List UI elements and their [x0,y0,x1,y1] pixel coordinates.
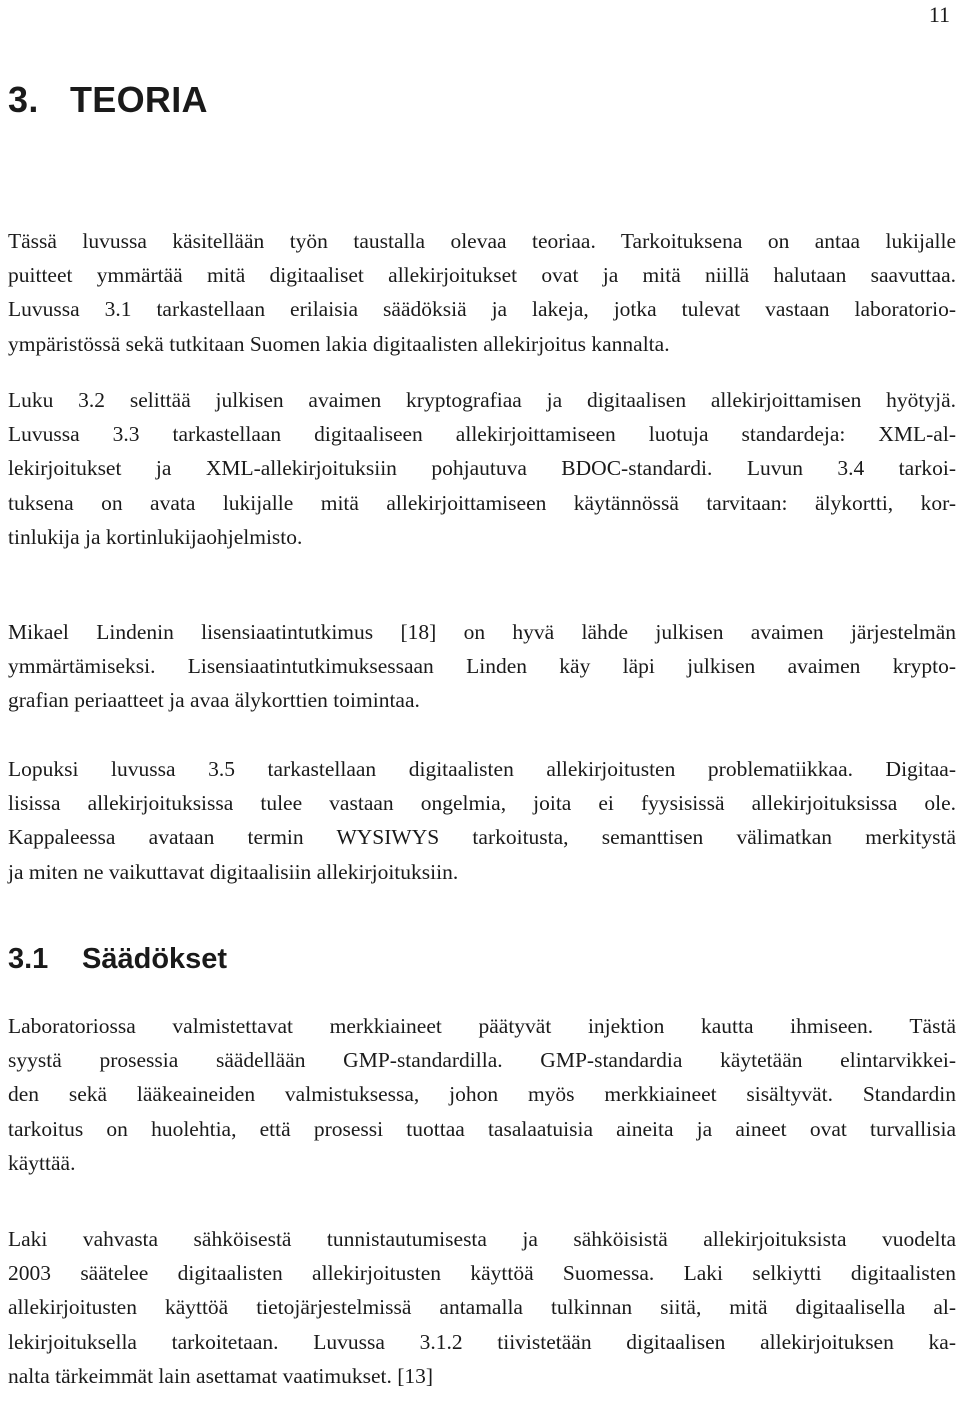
text-line: tinlukija ja kortinlukijaohjelmisto. [8,524,303,549]
text-line: tuksena on avata lukijalle mitä allekirjoittamiseen käytännössä tarvitaan: älykortti, kor- [8,490,956,515]
text-line: Luku 3.2 selittää julkisen avaimen kryptografiaa ja digitaalisen allekirjoittamisen hyötyjä. [8,388,956,412]
text-line: grafian periaatteet ja avaa älykorttien toimintaa. [8,688,420,713]
section-title-text: Säädökset [82,943,228,975]
text-line: Laki vahvasta sähköisestä tunnistautumisesta ja sähköisistä allekirjoituksista vuodelta [8,1227,956,1251]
text-line: puitteet ymmärtää mitä digitaaliset allekirjoitukset ovat ja mitä niillä halutaan saavuttaa. [8,263,956,288]
section-paragraph-1 [8,1009,956,1180]
text-line: 2003 säätelee digitaalisten allekirjoitusten käyttöä Suomessa. Laki selkiytti digitaalisten [8,1261,956,1286]
intro-paragraph-3 [8,615,956,718]
intro-paragraph-1 [8,224,956,361]
text-line: Luvussa 3.3 tarkastellaan digitaaliseen allekirjoittamiseen luotuja standardeja: XML-al- [8,422,956,447]
section-title [8,940,227,978]
text-line: Luvussa 3.1 tarkastellaan erilaisia säädöksiä ja lakeja, jotka tulevat vastaan laboratorio- [8,297,956,322]
text-line: Laboratoriossa valmistettavat merkkiaineet päätyvät injektion kautta ihmiseen. Tästä [8,1014,956,1038]
text-line: syystä prosessia säädellään GMP-standardilla. GMP-standardia käytetään elintarvikkei- [8,1048,956,1073]
text-line: Kappaleessa avataan termin WYSIWYS tarkoitusta, semanttisen välimatkan merkitystä [8,825,956,850]
page-number: 11 [928,2,950,27]
text-line: tarkoitus on huolehtia, että prosessi tuottaa tasalaatuisia aineita ja aineet ovat turvallisia [8,1116,956,1141]
text-line: lisissa allekirjoituksissa tulee vastaan ongelmia, joita ei fyysisissä allekirjoituksissa ole. [8,791,956,816]
chapter-title-text: TEORIA [70,79,208,120]
text-line: allekirjoitusten käyttöä tietojärjestelmissä antamalla tulkinnan siitä, mitä digitaalisella al- [8,1295,956,1320]
intro-paragraph-2 [8,383,956,554]
intro-paragraph-4 [8,752,956,889]
chapter-title [8,78,208,122]
section-paragraph-2 [8,1222,956,1393]
text-line: ja miten ne vaikuttavat digitaalisiin allekirjoituksiin. [8,859,459,884]
section-number: 3.1 [8,943,49,975]
text-line: Lopuksi luvussa 3.5 tarkastellaan digitaalisten allekirjoitusten problematiikkaa. Digitaa- [8,757,956,781]
text-line: ympäristössä sekä tutkitaan Suomen lakia digitaalisten allekirjoitus kannalta. [8,331,670,356]
text-line: lekirjoitukset ja XML-allekirjoituksiin pohjautuva BDOC-standardi. Luvun 3.4 tarkoi- [8,456,956,481]
text-line: lekirjoituksella tarkoitetaan. Luvussa 3.1.2 tiivistetään digitaalisen allekirjoituksen ka- [8,1329,956,1354]
text-line: Mikael Lindenin lisensiaatintutkimus [18] on hyvä lähde julkisen avaimen järjestelmän [8,620,956,644]
text-line: käyttää. [8,1150,76,1175]
text-line: nalta tärkeimmät lain asettamat vaatimukset. [13] [8,1363,434,1388]
text-line: Tässä luvussa käsitellään työn taustalla olevaa teoriaa. Tarkoituksena on antaa lukijalle [8,229,956,253]
chapter-number: 3. [8,79,39,120]
text-line: ymmärtämiseksi. Lisensiaatintutkimuksessaan Linden käy läpi julkisen avaimen krypto- [8,654,956,679]
text-line: den sekä lääkeaineiden valmistuksessa, johon myös merkkiaineet sisältyvät. Standardin [8,1082,956,1107]
